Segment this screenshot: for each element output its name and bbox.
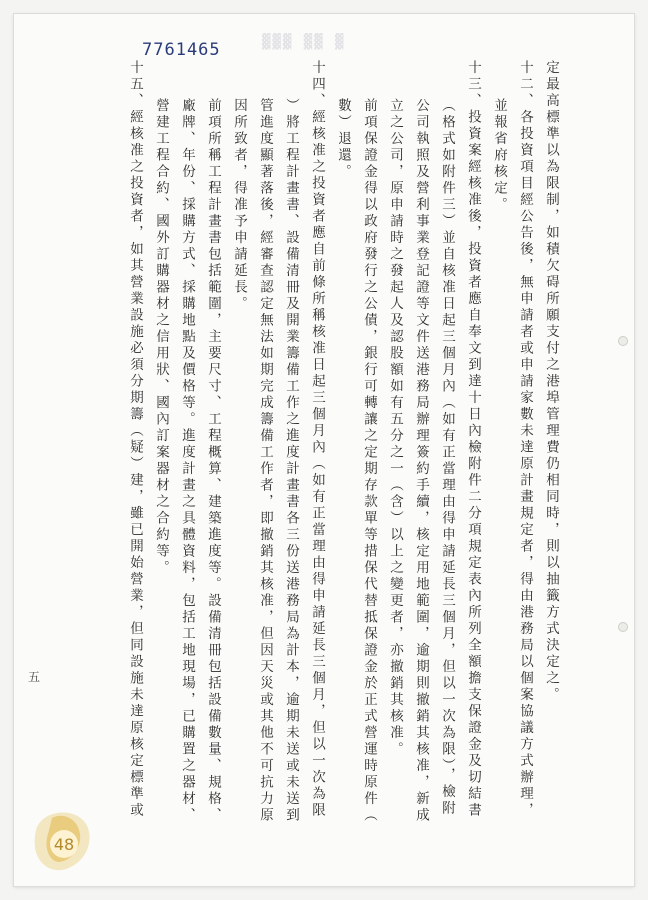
text-line: 十二、各投資項目經公告後，無申請者或申請家數未達原計畫規定者，得由港務局以個案協議方式辦理， [517, 60, 533, 819]
document-text [122, 60, 564, 860]
text-line: 前項所稱工程計畫書包括範圍，主要尺寸、工程概算、建築進度等。設備清冊包括設備數量、規格、 [205, 98, 221, 824]
text-line: 十四、經核准之投資者應自前條所稱核准日起三個月內（如有正當理由得申請延長三個月，但以一次為限 [309, 60, 325, 819]
text-line: 因所致者，得准予申請延長。 [231, 98, 247, 313]
text-line: 十三、投資案經核准後，投資者應自奉文到達十日內檢附件二分項規定表內所列全額擔支保證金及切結書 [465, 60, 481, 819]
archive-seal-logo [22, 800, 102, 878]
text-line: 營建工程合約、國外訂購器材之信用狀、國內訂案器材之合約等。 [153, 98, 169, 577]
svg-text:48: 48 [53, 835, 75, 854]
text-line: （格式如附件三）並自核准日起三個月內（如有正當理由得申請延長三個月，但以一次為限），檢附 [439, 98, 455, 818]
binder-hole [618, 336, 628, 346]
text-line: 並報省府核定。 [491, 98, 507, 214]
binder-hole [618, 622, 628, 632]
text-line: 數）退還。 [335, 98, 351, 181]
text-line: 管進度顯著落後，經審查認定無法如期完成籌備工作者，即撤銷其核准，但因天災或其他不可抗力原 [257, 98, 273, 824]
page-mark: 五 [28, 670, 41, 684]
text-line: ）將工程計畫書、設備清冊及開業籌備工作之進度計畫書各三份送港務局為計本，逾期未送或未送到 [283, 98, 299, 824]
text-line: 立之公司，原申請時之發起人及認股額如有五分之一（含）以上之變更者，亦撤銷其核准。 [387, 98, 403, 758]
text-line: 前項保證金得以政府發行之公債，銀行可轉讓之定期存款單等措保代替抵保證金於正式營運時原件（ [361, 98, 377, 824]
text-line: 定最高標準以為限制，如積欠碍所願支付之港埠管理費仍相同時，則以抽籤方式決定之。 [543, 60, 559, 704]
faint-stamp-mark: ▓▓▓ ▓▓ ▓ [262, 34, 346, 50]
archive-number-stamp: 7761465 [142, 40, 221, 60]
text-line: 十五、經核准之投資者，如其營業設施必須分期籌（疑）建，雖已開始營業，但同設施未達原核定標準或 [127, 60, 143, 819]
text-line: 公司執照及營利事業登記證等文件送港務局辦理簽約手續，核定用地範圍，逾期則撤銷其核准，新成 [413, 98, 429, 824]
text-line: 廠牌、年份、採購方式、採購地點及價格等。進度計畫之具體資料，包括工地現場，已購置之器材、 [179, 98, 195, 824]
